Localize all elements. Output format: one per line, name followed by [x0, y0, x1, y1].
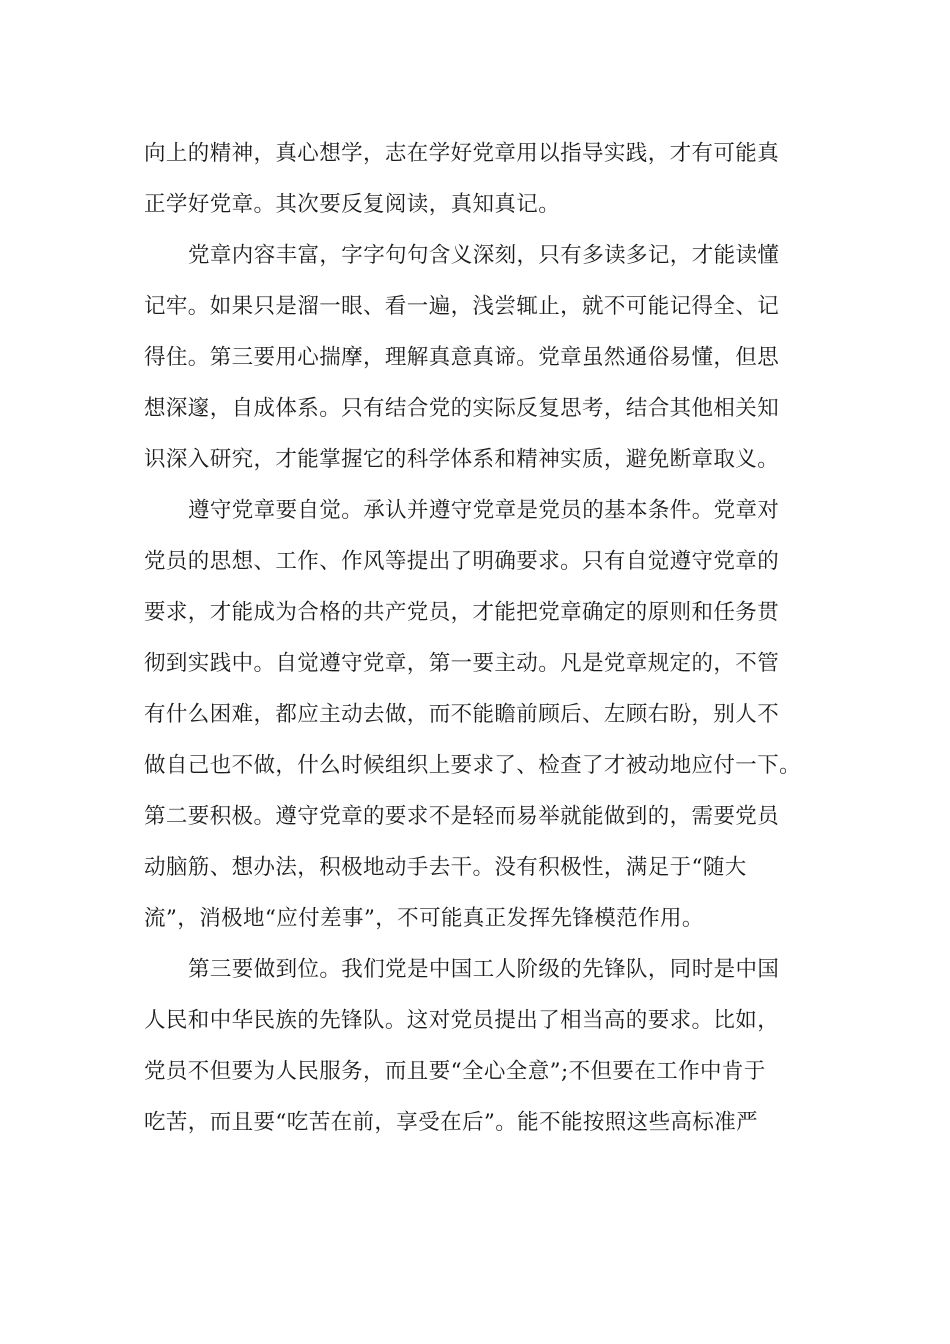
- text-line: 要求，才能成为合格的共产党员，才能把党章确定的原则和任务贯: [144, 600, 780, 625]
- text-line: 有什么困难，都应主动去做，而不能瞻前顾后、左顾右盼，别人不: [144, 702, 780, 727]
- text-line: 党员的思想、工作、作风等提出了明确要求。只有自觉遵守党章的: [144, 549, 780, 574]
- text-line: 做自己也不做，什么时候组织上要求了、检查了才被动地应付一下。: [144, 753, 802, 778]
- text-line: 吃苦，而且要“吃苦在前，享受在后”。能不能按照这些高标准严: [144, 1110, 759, 1135]
- text-line: 人民和中华民族的先锋队。这对党员提出了相当高的要求。比如，: [144, 1008, 780, 1033]
- paragraph-start-line: 第三要做到位。我们党是中国工人阶级的先锋队，同时是中国: [188, 957, 780, 982]
- text-line: 彻到实践中。自觉遵守党章，第一要主动。凡是党章规定的，不管: [144, 651, 780, 676]
- text-line: 第二要积极。遵守党章的要求不是轻而易举就能做到的，需要党员: [144, 804, 780, 829]
- paragraph-start-line: 遵守党章要自觉。承认并遵守党章是党员的基本条件。党章对: [188, 498, 780, 523]
- text-line: 得住。第三要用心揣摩，理解真意真谛。党章虽然通俗易懂，但思: [144, 345, 780, 370]
- text-line: 记牢。如果只是溜一眼、看一遍，浅尝辄止，就不可能记得全、记: [144, 294, 780, 319]
- text-line: 想深邃，自成体系。只有结合党的实际反复思考，结合其他相关知: [144, 396, 780, 421]
- text-line: 党员不但要为人民服务，而且要“全心全意”;不但要在工作中肯于: [144, 1059, 766, 1084]
- text-line: 正学好党章。其次要反复阅读，真知真记。: [144, 192, 561, 217]
- text-line: 识深入研究，才能掌握它的科学体系和精神实质，避免断章取义。: [144, 447, 780, 472]
- document-body: [144, 128, 814, 1148]
- text-line: 流”，消极地“应付差事”，不可能真正发挥先锋模范作用。: [144, 906, 704, 931]
- paragraph-start-line: 党章内容丰富，字字句句含义深刻，只有多读多记，才能读懂: [188, 243, 780, 268]
- text-line: 动脑筋、想办法，积极地动手去干。没有积极性，满足于“随大: [144, 855, 747, 880]
- text-line: 向上的精神，真心想学，志在学好党章用以指导实践，才有可能真: [144, 141, 780, 166]
